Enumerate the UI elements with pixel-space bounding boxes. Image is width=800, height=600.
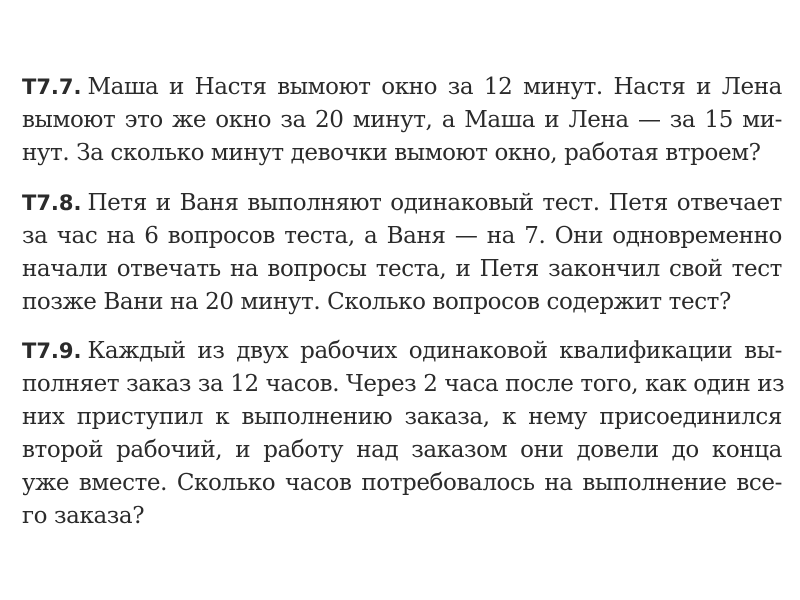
problem-line: второй рабочий, и работу над заказом они довели до конца [22,437,782,463]
problem-line: начали отвечать на вопросы теста, и Петя закончил свой тест [22,256,782,282]
problem-text: Каждый из двух рабочих одинаковой квалификации вы- [87,338,782,364]
problem-line: вымоют это же окно за 20 минут, а Маша и Лена — за 15 ми- [22,107,782,133]
problem-text: Маша и Настя вымоют окно за 12 минут. Настя и Лена [87,74,782,100]
problem-number: Т7.8. [22,191,82,215]
problem-line: них приступил к выполнению заказа, к нему присоединился [22,404,782,430]
problem-t7-8 [22,187,782,319]
problem-number: Т7.7. [22,75,82,99]
problem-text: Петя и Ваня выполняют одинаковый тест. Петя отвечает [87,190,782,216]
problem-line: позже Вани на 20 минут. Сколько вопросов содержит тест? [22,289,731,315]
problem-t7-7 [22,71,782,170]
problem-line: полняет заказ за 12 часов. Через 2 часа после того, как один из [22,371,785,397]
problem-number: Т7.9. [22,339,82,363]
problem-line [22,335,782,368]
problem-line: за час на 6 вопросов теста, а Ваня — на 7. Они одновременно [22,223,782,249]
problem-line [22,187,782,220]
problem-line [22,71,782,104]
problem-line: уже вместе. Сколько часов потребовалось на выполнение все- [22,470,782,496]
problem-line: го заказа? [22,503,145,529]
problem-t7-9 [22,335,785,533]
problem-line: нут. За сколько минут девочки вымоют окно, работая втроем? [22,140,761,166]
